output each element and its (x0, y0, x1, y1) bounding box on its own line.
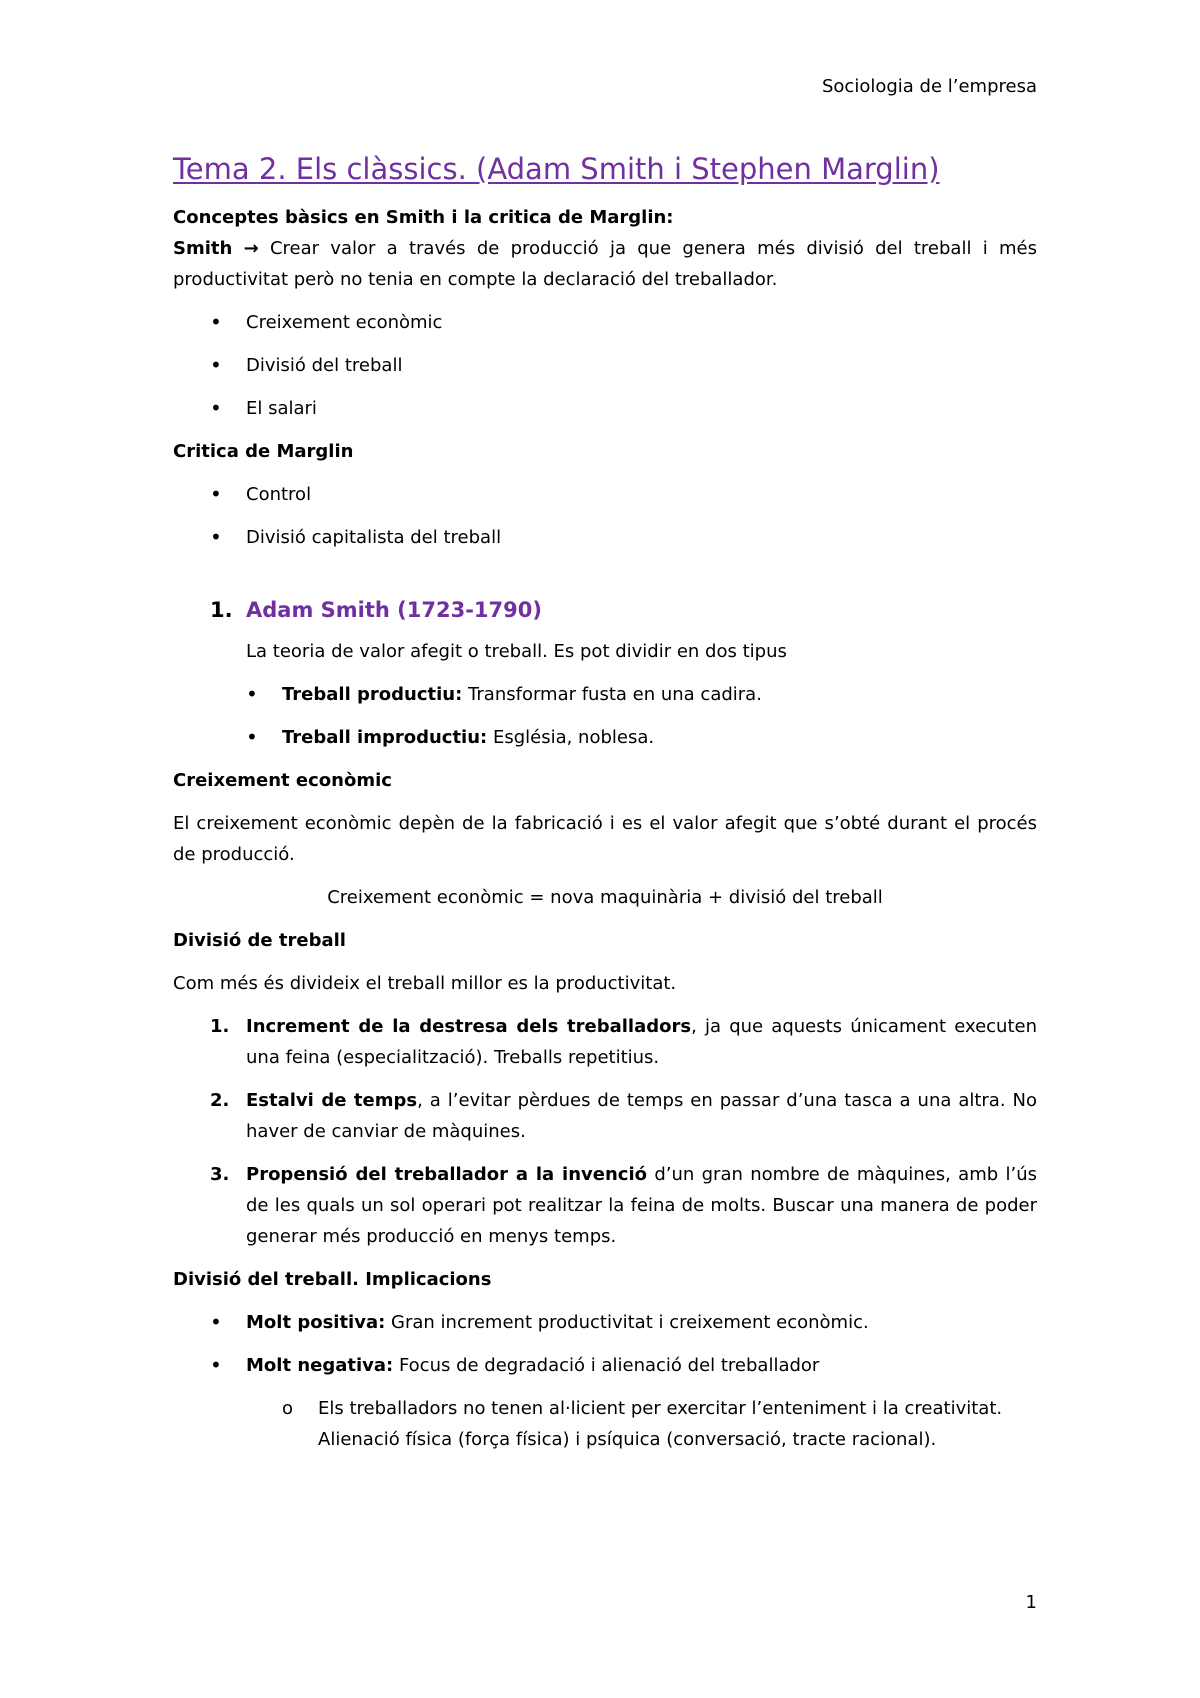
section-number: 1. (210, 598, 233, 622)
item-text: , a l’evitar pèrdues de temps en passar d’una tasca a una altra. No haver de canviar de màquines. (246, 1090, 1037, 1142)
implications-heading: Divisió del treball. Implicacions (173, 1269, 492, 1290)
concepts-heading: Conceptes bàsics en Smith i la critica de Marglin: (173, 207, 674, 228)
sub-line: Els treballadors no tenen al·licient per exercitar l’enteniment i la creativitat. (318, 1398, 1003, 1419)
list-item (173, 1085, 1037, 1147)
list-item (173, 1307, 1037, 1338)
item-number: 3. (210, 1164, 230, 1185)
section-title: Adam Smith (1723-1790) (246, 598, 542, 622)
document-title: Tema 2. Els clàssics. (Adam Smith i Stephen Marglin) (173, 152, 940, 186)
list-item: • Creixement econòmic (173, 307, 1037, 338)
list-item: • Divisió capitalista del treball (173, 522, 1037, 553)
growth-paragraph: El creixement econòmic depèn de la fabricació i es el valor afegit que s’obté durant el procés de producció. (173, 813, 1037, 865)
item-text: , ja que aquests únicament executen una feina (especialització). Treballs repetitius. (246, 1016, 1037, 1068)
division-advantages-list (173, 1011, 1037, 1252)
list-item (173, 1350, 1037, 1381)
document-body (173, 150, 1037, 1467)
division-heading: Divisió de treball (173, 930, 346, 951)
item-number: 2. (210, 1090, 230, 1111)
item-label: Propensió del treballador a la invenció (246, 1164, 647, 1185)
list-item (173, 1011, 1037, 1073)
item-text: Gran increment productivitat i creixement econòmic. (385, 1312, 869, 1333)
list-item (173, 722, 1037, 753)
item-label: Treball productiu: (282, 684, 463, 705)
list-item: • Divisió del treball (173, 350, 1037, 381)
page-header: Sociologia de l’empresa (821, 76, 1037, 97)
smith-concepts-list (173, 307, 1037, 424)
right-arrow-icon: → (243, 238, 259, 259)
growth-formula: Creixement econòmic = nova maquinària + divisió del treball (327, 887, 883, 908)
marglin-heading: Critica de Marglin (173, 441, 354, 462)
section-heading-adam-smith (173, 595, 1037, 626)
item-text: Església, noblesa. (487, 727, 655, 748)
item-text: d’un gran nombre de màquines, amb l’ús de les quals un sol operari pot realitzar la feina de molts. Buscar una manera de poder generar més producció en menys temps. (246, 1164, 1037, 1247)
marglin-list (173, 479, 1037, 553)
list-item (173, 679, 1037, 710)
item-label: Molt positiva: (246, 1312, 386, 1333)
smith-text: Crear valor a través de producció ja que genera més divisió del treball i més productivitat però no tenia en compte la declaració del treballador. (173, 238, 1037, 290)
item-text: Focus de degradació i alienació del treballador (393, 1355, 820, 1376)
sub-line: Alienació física (força física) i psíquica (conversació, tracte racional). (318, 1429, 937, 1450)
item-label: Estalvi de temps (246, 1090, 418, 1111)
implications-sublist (173, 1393, 1037, 1455)
section-intro: La teoria de valor afegit o treball. Es pot dividir en dos tipus (246, 641, 787, 662)
division-paragraph: Com més és divideix el treball millor es la productivitat. (173, 973, 677, 994)
smith-label: Smith (173, 238, 233, 259)
item-text: Transformar fusta en una cadira. (462, 684, 762, 705)
item-label: Treball improductiu: (282, 727, 488, 748)
list-item: • El salari (173, 393, 1037, 424)
item-label: Increment de la destresa dels treballadors (246, 1016, 692, 1037)
item-label: Molt negativa: (246, 1355, 394, 1376)
list-item: • Control (173, 479, 1037, 510)
implications-list (173, 1307, 1037, 1381)
list-item (173, 1159, 1037, 1252)
work-types-list (173, 679, 1037, 753)
list-item (173, 1393, 1037, 1455)
item-number: 1. (210, 1016, 230, 1037)
growth-heading: Creixement econòmic (173, 770, 392, 791)
page-number: 1 (1025, 1592, 1037, 1613)
smith-paragraph (173, 233, 1037, 295)
